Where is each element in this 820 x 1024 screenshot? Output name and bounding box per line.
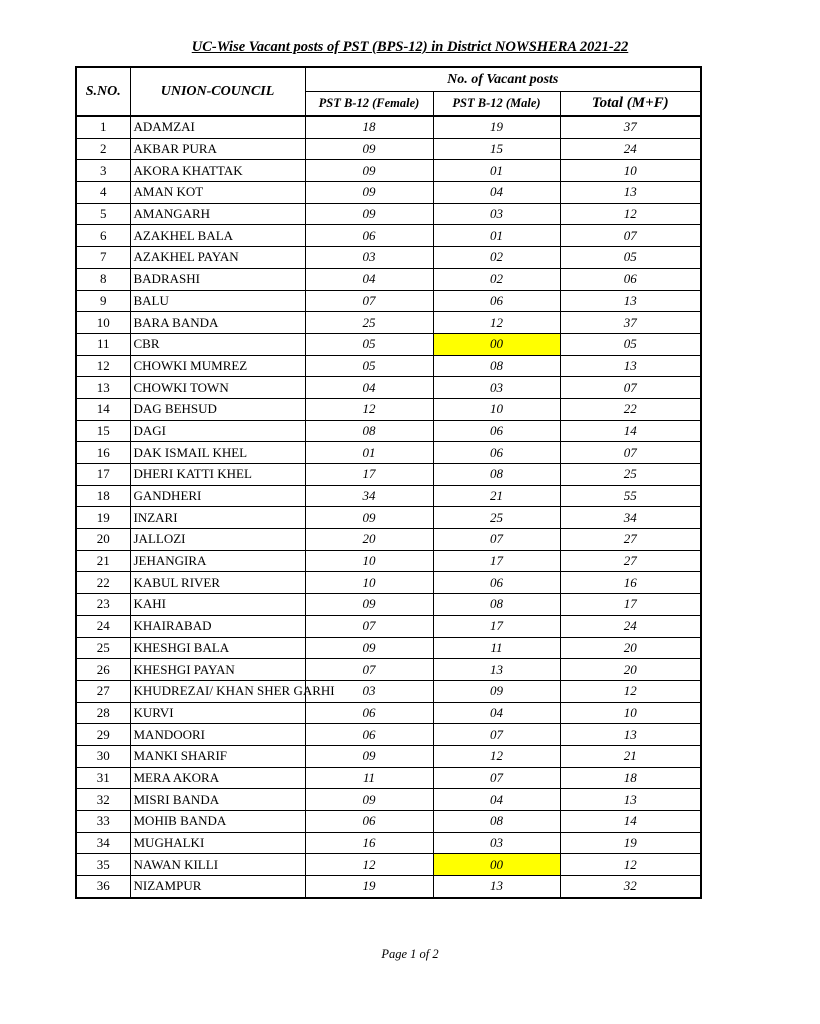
- cell-sno: 36: [76, 876, 130, 898]
- cell-total: 13: [560, 182, 701, 204]
- cell-female: 06: [305, 702, 433, 724]
- cell-total: 07: [560, 377, 701, 399]
- cell-male: 13: [433, 876, 560, 898]
- table-row: [76, 876, 701, 898]
- cell-union-council: BALU: [130, 290, 305, 312]
- cell-sno: 12: [76, 355, 130, 377]
- cell-male: 15: [433, 138, 560, 160]
- cell-union-council: KHESHGI PAYAN: [130, 659, 305, 681]
- cell-female: 34: [305, 485, 433, 507]
- cell-union-council: GANDHERI: [130, 485, 305, 507]
- cell-male: 08: [433, 355, 560, 377]
- table-row: [76, 225, 701, 247]
- cell-union-council: MANDOORI: [130, 724, 305, 746]
- cell-female: 07: [305, 615, 433, 637]
- cell-total: 27: [560, 529, 701, 551]
- cell-union-council: JEHANGIRA: [130, 550, 305, 572]
- cell-union-council: MUGHALKI: [130, 832, 305, 854]
- cell-sno: 33: [76, 811, 130, 833]
- cell-sno: 28: [76, 702, 130, 724]
- cell-total: 19: [560, 832, 701, 854]
- cell-male: 02: [433, 247, 560, 269]
- cell-sno: 16: [76, 442, 130, 464]
- cell-sno: 25: [76, 637, 130, 659]
- cell-female: 09: [305, 507, 433, 529]
- table-row: [76, 333, 701, 355]
- header-sno: S.NO.: [76, 67, 130, 116]
- cell-male: 13: [433, 659, 560, 681]
- cell-union-council: AZAKHEL PAYAN: [130, 247, 305, 269]
- cell-total: 34: [560, 507, 701, 529]
- cell-total: 24: [560, 615, 701, 637]
- header-row: [76, 67, 701, 92]
- vacancy-table: [75, 66, 702, 899]
- table-row: [76, 572, 701, 594]
- cell-union-council: KHAIRABAD: [130, 615, 305, 637]
- cell-sno: 14: [76, 398, 130, 420]
- cell-female: 12: [305, 398, 433, 420]
- cell-female: 09: [305, 594, 433, 616]
- table-row: [76, 702, 701, 724]
- cell-total: 22: [560, 398, 701, 420]
- cell-total: 20: [560, 659, 701, 681]
- cell-union-council: AMAN KOT: [130, 182, 305, 204]
- cell-male: 17: [433, 550, 560, 572]
- cell-sno: 10: [76, 312, 130, 334]
- cell-union-council: BADRASHI: [130, 268, 305, 290]
- cell-total: 13: [560, 724, 701, 746]
- cell-union-council: NAWAN KILLI: [130, 854, 305, 876]
- cell-sno: 7: [76, 247, 130, 269]
- cell-union-council: DAG BEHSUD: [130, 398, 305, 420]
- table-row: [76, 680, 701, 702]
- table-row: [76, 832, 701, 854]
- cell-male: 11: [433, 637, 560, 659]
- cell-union-council: CHOWKI MUMREZ: [130, 355, 305, 377]
- cell-total: 25: [560, 464, 701, 486]
- cell-total: 13: [560, 789, 701, 811]
- header-total: Total (M+F): [560, 92, 701, 117]
- table-row: [76, 138, 701, 160]
- cell-female: 09: [305, 182, 433, 204]
- cell-male: 07: [433, 724, 560, 746]
- cell-union-council: AKORA KHATTAK: [130, 160, 305, 182]
- cell-sno: 32: [76, 789, 130, 811]
- cell-female: 06: [305, 225, 433, 247]
- cell-male: 08: [433, 594, 560, 616]
- cell-sno: 27: [76, 680, 130, 702]
- cell-male: 06: [433, 572, 560, 594]
- table-row: [76, 550, 701, 572]
- cell-male: 06: [433, 442, 560, 464]
- cell-total: 24: [560, 138, 701, 160]
- cell-female: 06: [305, 811, 433, 833]
- cell-male: 21: [433, 485, 560, 507]
- cell-male: 19: [433, 116, 560, 138]
- table-row: [76, 637, 701, 659]
- cell-total: 05: [560, 333, 701, 355]
- cell-female: 25: [305, 312, 433, 334]
- cell-male: 07: [433, 529, 560, 551]
- cell-male: 00: [433, 333, 560, 355]
- cell-union-council: AZAKHEL BALA: [130, 225, 305, 247]
- cell-male: 06: [433, 420, 560, 442]
- cell-female: 09: [305, 138, 433, 160]
- cell-female: 09: [305, 745, 433, 767]
- cell-total: 06: [560, 268, 701, 290]
- table-row: [76, 507, 701, 529]
- cell-sno: 3: [76, 160, 130, 182]
- cell-union-council: NIZAMPUR: [130, 876, 305, 898]
- cell-total: 12: [560, 854, 701, 876]
- cell-sno: 9: [76, 290, 130, 312]
- cell-total: 16: [560, 572, 701, 594]
- cell-female: 05: [305, 333, 433, 355]
- cell-sno: 2: [76, 138, 130, 160]
- cell-sno: 11: [76, 333, 130, 355]
- cell-total: 13: [560, 290, 701, 312]
- cell-total: 37: [560, 312, 701, 334]
- cell-female: 09: [305, 160, 433, 182]
- table-row: [76, 160, 701, 182]
- cell-male: 07: [433, 767, 560, 789]
- cell-female: 20: [305, 529, 433, 551]
- cell-male: 03: [433, 203, 560, 225]
- cell-total: 07: [560, 442, 701, 464]
- cell-total: 12: [560, 680, 701, 702]
- cell-sno: 34: [76, 832, 130, 854]
- cell-female: 10: [305, 550, 433, 572]
- cell-total: 27: [560, 550, 701, 572]
- table-row: [76, 789, 701, 811]
- cell-female: 03: [305, 247, 433, 269]
- cell-union-council: JALLOZI: [130, 529, 305, 551]
- cell-male: 02: [433, 268, 560, 290]
- cell-union-council: ADAMZAI: [130, 116, 305, 138]
- cell-sno: 15: [76, 420, 130, 442]
- cell-total: 07: [560, 225, 701, 247]
- table-row: [76, 420, 701, 442]
- table-row: [76, 854, 701, 876]
- cell-female: 05: [305, 355, 433, 377]
- cell-total: 21: [560, 745, 701, 767]
- cell-total: 37: [560, 116, 701, 138]
- table-row: [76, 203, 701, 225]
- cell-union-council: KHUDREZAI/ KHAN SHER GARHI: [130, 680, 305, 702]
- cell-sno: 30: [76, 745, 130, 767]
- cell-union-council: AMANGARH: [130, 203, 305, 225]
- page-footer: Page 1 of 2: [381, 947, 439, 961]
- cell-sno: 29: [76, 724, 130, 746]
- cell-total: 20: [560, 637, 701, 659]
- table-row: [76, 745, 701, 767]
- header-union-council: UNION-COUNCIL: [130, 67, 305, 116]
- cell-female: 06: [305, 724, 433, 746]
- cell-female: 09: [305, 637, 433, 659]
- cell-sno: 8: [76, 268, 130, 290]
- cell-total: 17: [560, 594, 701, 616]
- cell-sno: 23: [76, 594, 130, 616]
- cell-male: 06: [433, 290, 560, 312]
- cell-total: 13: [560, 355, 701, 377]
- cell-union-council: DAK ISMAIL KHEL: [130, 442, 305, 464]
- cell-sno: 5: [76, 203, 130, 225]
- cell-female: 16: [305, 832, 433, 854]
- cell-total: 10: [560, 160, 701, 182]
- table-row: [76, 377, 701, 399]
- cell-total: 14: [560, 811, 701, 833]
- cell-male: 08: [433, 811, 560, 833]
- cell-male: 04: [433, 789, 560, 811]
- cell-male: 09: [433, 680, 560, 702]
- cell-sno: 18: [76, 485, 130, 507]
- header-vacant-posts-group: No. of Vacant posts: [305, 67, 701, 92]
- cell-male: 03: [433, 832, 560, 854]
- table-row: [76, 767, 701, 789]
- table-row: [76, 659, 701, 681]
- cell-total: 18: [560, 767, 701, 789]
- table-row: [76, 398, 701, 420]
- cell-male: 12: [433, 312, 560, 334]
- cell-union-council: BARA BANDA: [130, 312, 305, 334]
- cell-total: 55: [560, 485, 701, 507]
- cell-union-council: KURVI: [130, 702, 305, 724]
- cell-female: 12: [305, 854, 433, 876]
- cell-union-council: CHOWKI TOWN: [130, 377, 305, 399]
- cell-sno: 26: [76, 659, 130, 681]
- cell-sno: 17: [76, 464, 130, 486]
- table-row: [76, 355, 701, 377]
- table-row: [76, 594, 701, 616]
- cell-sno: 31: [76, 767, 130, 789]
- cell-male: 04: [433, 702, 560, 724]
- cell-male: 00: [433, 854, 560, 876]
- table-row: [76, 290, 701, 312]
- cell-sno: 20: [76, 529, 130, 551]
- page-title: UC-Wise Vacant posts of PST (BPS-12) in District NOWSHERA 2021-22: [191, 39, 629, 55]
- table-row: [76, 247, 701, 269]
- table-row: [76, 268, 701, 290]
- cell-union-council: MOHIB BANDA: [130, 811, 305, 833]
- cell-union-council: DHERI KATTI KHEL: [130, 464, 305, 486]
- table-row: [76, 724, 701, 746]
- cell-male: 10: [433, 398, 560, 420]
- cell-male: 08: [433, 464, 560, 486]
- cell-total: 10: [560, 702, 701, 724]
- cell-female: 11: [305, 767, 433, 789]
- cell-union-council: INZARI: [130, 507, 305, 529]
- cell-female: 07: [305, 290, 433, 312]
- cell-female: 09: [305, 203, 433, 225]
- cell-male: 01: [433, 160, 560, 182]
- cell-female: 10: [305, 572, 433, 594]
- cell-sno: 1: [76, 116, 130, 138]
- cell-female: 04: [305, 377, 433, 399]
- cell-female: 08: [305, 420, 433, 442]
- cell-union-council: AKBAR PURA: [130, 138, 305, 160]
- table-row: [76, 116, 701, 138]
- cell-female: 07: [305, 659, 433, 681]
- table-row: [76, 485, 701, 507]
- cell-male: 03: [433, 377, 560, 399]
- cell-male: 17: [433, 615, 560, 637]
- cell-union-council: DAGI: [130, 420, 305, 442]
- cell-sno: 24: [76, 615, 130, 637]
- header-male: PST B-12 (Male): [433, 92, 560, 117]
- cell-union-council: MERA AKORA: [130, 767, 305, 789]
- cell-total: 32: [560, 876, 701, 898]
- cell-male: 25: [433, 507, 560, 529]
- table-body: [76, 116, 701, 898]
- cell-sno: 19: [76, 507, 130, 529]
- cell-union-council: KHESHGI BALA: [130, 637, 305, 659]
- cell-total: 14: [560, 420, 701, 442]
- cell-male: 04: [433, 182, 560, 204]
- cell-union-council: MISRI BANDA: [130, 789, 305, 811]
- cell-union-council: KAHI: [130, 594, 305, 616]
- cell-female: 18: [305, 116, 433, 138]
- cell-male: 12: [433, 745, 560, 767]
- cell-male: 01: [433, 225, 560, 247]
- table-row: [76, 811, 701, 833]
- header-female: PST B-12 (Female): [305, 92, 433, 117]
- cell-union-council: CBR: [130, 333, 305, 355]
- cell-sno: 21: [76, 550, 130, 572]
- cell-total: 12: [560, 203, 701, 225]
- table-row: [76, 464, 701, 486]
- cell-union-council: MANKI SHARIF: [130, 745, 305, 767]
- cell-union-council: KABUL RIVER: [130, 572, 305, 594]
- cell-female: 01: [305, 442, 433, 464]
- cell-sno: 6: [76, 225, 130, 247]
- table-row: [76, 182, 701, 204]
- cell-total: 05: [560, 247, 701, 269]
- table-row: [76, 312, 701, 334]
- table-row: [76, 442, 701, 464]
- cell-sno: 4: [76, 182, 130, 204]
- cell-sno: 13: [76, 377, 130, 399]
- cell-sno: 35: [76, 854, 130, 876]
- cell-female: 03: [305, 680, 433, 702]
- table-row: [76, 615, 701, 637]
- cell-female: 19: [305, 876, 433, 898]
- cell-female: 17: [305, 464, 433, 486]
- cell-female: 09: [305, 789, 433, 811]
- cell-sno: 22: [76, 572, 130, 594]
- table-row: [76, 529, 701, 551]
- cell-female: 04: [305, 268, 433, 290]
